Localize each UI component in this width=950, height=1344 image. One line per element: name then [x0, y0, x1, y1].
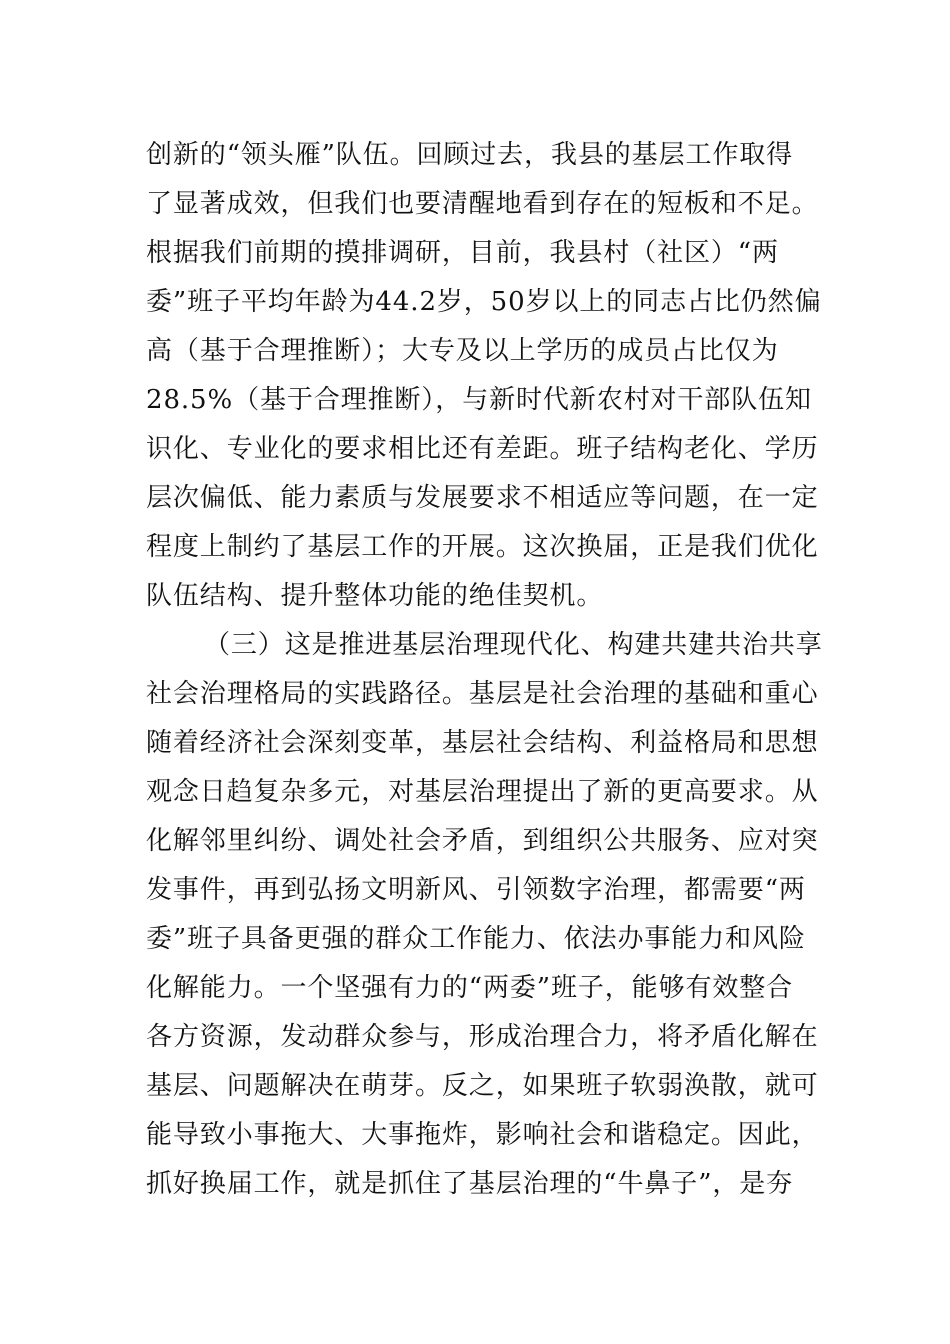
text-line: 能导致小事拖大、大事拖炸，影响社会和谐稳定。因此， [146, 1120, 819, 1150]
text-line: 了显著成效，但我们也要清醒地看到存在的短板和不足。 [146, 189, 819, 219]
body-text [146, 131, 846, 1209]
text-line: 创新的“领头雁”队伍。回顾过去，我县的基层工作取得 [146, 140, 794, 170]
text-line: 28.5%（基于合理推断），与新时代新农村对干部队伍知 [146, 385, 812, 415]
text-line: 程度上制约了基层工作的开展。这次换届，正是我们优化 [146, 532, 819, 562]
section-heading-line: （三）这是推进基层治理现代化、构建共建共治共享 [204, 630, 823, 660]
text-line: 高（基于合理推断）；大专及以上学历的成员占比仅为 [146, 336, 779, 366]
text-line: 抓好换届工作，就是抓住了基层治理的“牛鼻子”，是夯 [146, 1169, 794, 1199]
text-line: 识化、专业化的要求相比还有差距。班子结构老化、学历 [146, 434, 819, 464]
text-line: 队伍结构、提升整体功能的绝佳契机。 [146, 581, 604, 611]
text-line: 化解邻里纠纷、调处社会矛盾，到组织公共服务、应对突 [146, 826, 819, 856]
text-line: 随着经济社会深刻变革，基层社会结构、利益格局和思想 [146, 728, 819, 758]
text-line: 委”班子平均年龄为44.2岁，50岁以上的同志占比仍然偏 [146, 287, 822, 317]
text-line: 各方资源，发动群众参与，形成治理合力，将矛盾化解在 [146, 1022, 819, 1052]
text-line: 根据我们前期的摸排调研，目前，我县村（社区）“两 [146, 238, 779, 268]
text-line: 化解能力。一个坚强有力的“两委”班子，能够有效整合 [146, 973, 794, 1003]
text-line: 观念日趋复杂多元，对基层治理提出了新的更高要求。从 [146, 777, 819, 807]
text-line: 社会治理格局的实践路径。基层是社会治理的基础和重心 [146, 679, 819, 709]
text-line: 基层、问题解决在萌芽。反之，如果班子软弱涣散，就可 [146, 1071, 819, 1101]
text-line: 发事件，再到弘扬文明新风、引领数字治理，都需要“两 [146, 875, 806, 905]
text-line: 委”班子具备更强的群众工作能力、依法办事能力和风险 [146, 924, 806, 954]
text-line: 层次偏低、能力素质与发展要求不相适应等问题，在一定 [146, 483, 819, 513]
